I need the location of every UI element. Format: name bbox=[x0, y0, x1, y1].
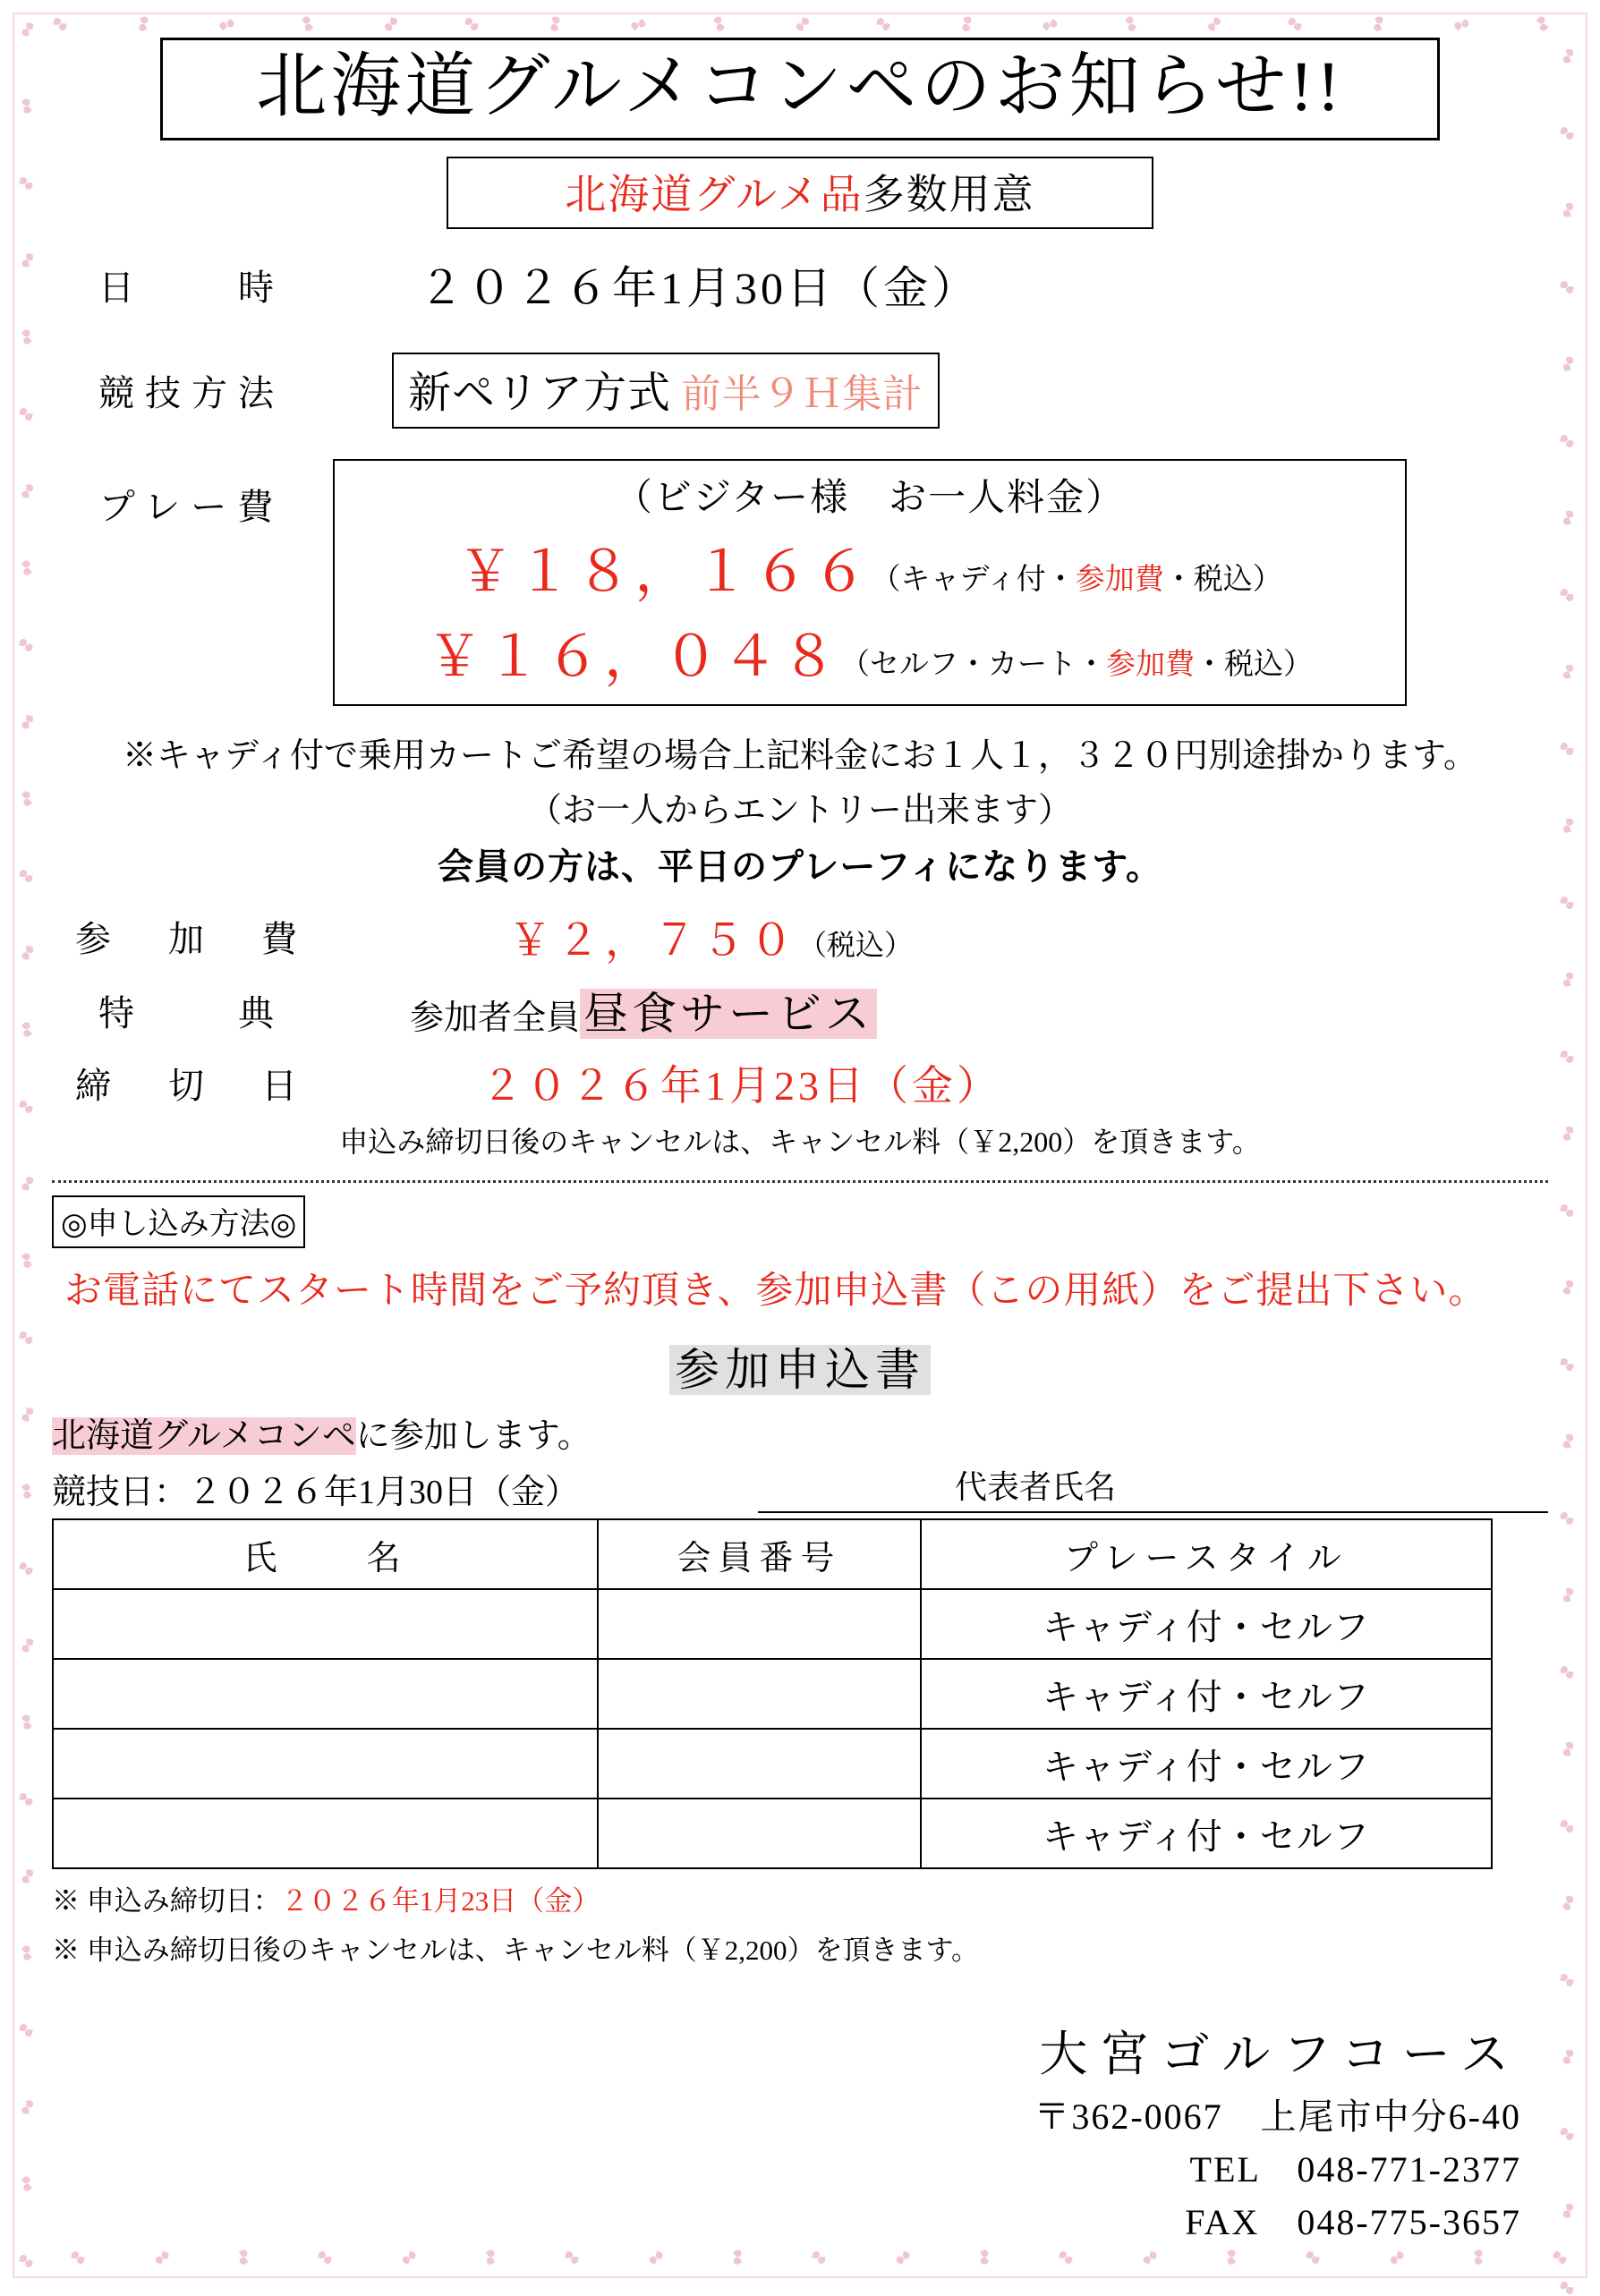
floral-petal-icon bbox=[1559, 1895, 1578, 1914]
floral-petal-icon bbox=[1561, 435, 1575, 449]
entry-table bbox=[52, 1518, 1493, 1869]
play-fee-line bbox=[335, 612, 1405, 692]
floral-petal-icon bbox=[17, 1944, 38, 1965]
benefit-label: 特 典 bbox=[98, 992, 285, 1033]
benefit-value-container bbox=[320, 978, 1548, 1042]
floral-petal-icon bbox=[20, 870, 34, 884]
page-title bbox=[160, 38, 1440, 140]
floral-petal-icon bbox=[400, 2250, 417, 2267]
benefit-pre-text: 参加者全員 bbox=[410, 999, 581, 1038]
application-form-title-text: 参加申込書 bbox=[669, 1345, 931, 1395]
floral-petal-icon bbox=[19, 22, 36, 39]
floral-petal-icon bbox=[1559, 972, 1578, 991]
method-value-container bbox=[320, 353, 1548, 429]
floral-petal-icon bbox=[1559, 1741, 1578, 1760]
floral-petal-icon bbox=[17, 98, 38, 118]
play-fee-amount: ￥１６，０４８ bbox=[426, 627, 840, 689]
floral-petal-icon bbox=[1559, 48, 1578, 67]
notes-block bbox=[52, 727, 1548, 889]
floral-petal-icon bbox=[19, 715, 36, 732]
floral-petal-icon bbox=[20, 408, 34, 422]
play-fee-amount: ￥１８，１６６ bbox=[457, 542, 872, 604]
floral-petal-icon bbox=[20, 639, 34, 653]
play-fee-heading: （ビジター様 お一人料金） bbox=[614, 478, 1126, 520]
floral-petal-icon bbox=[19, 484, 36, 501]
entry-fee-row bbox=[52, 906, 1548, 967]
application-form-title bbox=[52, 1334, 1548, 1399]
floral-petal-icon bbox=[20, 177, 34, 191]
floral-petal-icon bbox=[1388, 2250, 1405, 2267]
page-title-text: 北海道グルメコンペのお知らせ!! bbox=[256, 48, 1344, 126]
floral-petal-icon bbox=[19, 1869, 36, 1886]
venue-footer bbox=[52, 2016, 1548, 2245]
floral-petal-icon bbox=[1559, 1433, 1578, 1452]
benefit-row bbox=[52, 978, 1548, 1042]
floral-petal-icon bbox=[20, 1101, 34, 1115]
competition-date: 競技日：２０２６年1月30日（金） bbox=[52, 1474, 580, 1512]
venue-name: 大宮ゴルフコース bbox=[1039, 2028, 1521, 2082]
table-row bbox=[53, 1799, 1492, 1868]
play-fee-note-red: 参加費 bbox=[1075, 564, 1164, 597]
floral-petal-icon bbox=[17, 1252, 38, 1272]
floral-petal-icon bbox=[1559, 818, 1578, 837]
note-single-entry: （お一人からエントリー出来ます） bbox=[527, 792, 1072, 830]
floral-petal-icon bbox=[17, 790, 38, 811]
play-fee-note-post: ・税込） bbox=[1195, 649, 1313, 682]
table-row bbox=[53, 1589, 1492, 1659]
method-box bbox=[392, 353, 940, 429]
floral-petal-icon bbox=[19, 1177, 36, 1194]
floral-petal-icon bbox=[20, 2255, 34, 2269]
cell-play-style[interactable]: キャディ付・セルフ bbox=[921, 1799, 1492, 1868]
date-row bbox=[52, 252, 1548, 317]
play-fee-note-pre: （キャディ付・ bbox=[871, 564, 1076, 597]
floral-petal-icon bbox=[17, 1713, 38, 1734]
floral-petal-icon bbox=[894, 2250, 911, 2267]
floral-petal-icon bbox=[647, 2250, 664, 2267]
date-value: ２０２６年1月30日（金） bbox=[419, 263, 980, 314]
deadline-value: ２０２６年1月23日（金） bbox=[481, 1063, 1001, 1110]
cell-name[interactable] bbox=[53, 1799, 598, 1868]
floral-petal-icon bbox=[17, 1483, 38, 1503]
play-fee-label: プレー費 bbox=[98, 487, 285, 528]
floral-petal-icon bbox=[1221, 2249, 1242, 2269]
deadline-value-container bbox=[320, 1053, 1548, 1112]
method-value: 新ペリア方式 bbox=[408, 370, 672, 418]
floral-petal-icon bbox=[1306, 2251, 1321, 2266]
floral-petal-icon bbox=[1561, 743, 1575, 757]
floral-petal-icon bbox=[17, 1021, 38, 1042]
method-accent: 前半９Ｈ集計 bbox=[681, 372, 923, 417]
form-footnote-cancel: ※ 申込み締切日後のキャンセルは、キャンセル料（￥2,200）を頂きます。 bbox=[52, 1935, 980, 1967]
cell-play-style[interactable]: キャディ付・セルフ bbox=[921, 1659, 1492, 1729]
apply-method-label: ◎申し込み方法◎ bbox=[52, 1195, 305, 1248]
floral-petal-icon bbox=[72, 2251, 86, 2266]
cell-play-style[interactable]: キャディ付・セルフ bbox=[921, 1729, 1492, 1799]
play-fee-note-red: 参加費 bbox=[1106, 649, 1195, 682]
form-footnote-deadline bbox=[52, 1878, 1548, 1918]
header-play-style: プレースタイル bbox=[921, 1519, 1492, 1589]
floral-petal-icon bbox=[1561, 897, 1575, 911]
floral-petal-icon bbox=[234, 2249, 254, 2269]
cell-name[interactable] bbox=[53, 1659, 598, 1729]
floral-petal-icon bbox=[1561, 1666, 1575, 1680]
play-fee-line bbox=[335, 527, 1405, 607]
floral-petal-icon bbox=[1559, 356, 1578, 375]
play-fee-note-post: ・税込） bbox=[1163, 564, 1282, 597]
floral-petal-icon bbox=[1141, 2250, 1158, 2267]
cell-name[interactable] bbox=[53, 1729, 598, 1799]
apply-method-text: お電話にてスタート時間をご予約頂き、参加申込書（この用紙）をご提出下さい。 bbox=[64, 1271, 1487, 1313]
floral-petal-icon bbox=[20, 1793, 34, 1807]
floral-petal-icon bbox=[1561, 127, 1575, 141]
floral-petal-icon bbox=[20, 2024, 34, 2038]
note-member-fee: 会員の方は、平日のプレーフィになります。 bbox=[438, 847, 1162, 888]
cell-play-style[interactable]: キャディ付・セルフ bbox=[921, 1589, 1492, 1659]
floral-petal-icon bbox=[20, 1562, 34, 1577]
floral-petal-icon bbox=[1559, 2049, 1578, 2068]
floral-petal-icon bbox=[19, 2100, 36, 2117]
floral-petal-icon bbox=[1561, 589, 1575, 603]
entry-fee-sub: （税込） bbox=[798, 929, 914, 962]
entry-fee-value: ￥２，７５０ bbox=[508, 917, 799, 965]
floral-petal-icon bbox=[813, 2251, 827, 2266]
play-fee-row bbox=[52, 459, 1548, 706]
join-statement-highlight: 北海道グルメコンペ bbox=[52, 1417, 356, 1456]
note-cart-surcharge: ※キャディ付で乗用カートご希望の場合上記料金にお１人１，３２０円別途掛かります。 bbox=[123, 737, 1477, 776]
floral-petal-icon bbox=[1559, 1280, 1578, 1298]
deadline-row bbox=[52, 1053, 1548, 1112]
floral-petal-icon bbox=[17, 328, 38, 349]
header-member-number: 会員番号 bbox=[598, 1519, 921, 1589]
floral-petal-icon bbox=[19, 1638, 36, 1655]
cell-member-number[interactable] bbox=[598, 1799, 921, 1868]
floral-petal-icon bbox=[1561, 1820, 1575, 1834]
floral-petal-icon bbox=[974, 2249, 995, 2269]
method-label: 競技方法 bbox=[98, 373, 285, 414]
floral-petal-icon bbox=[1559, 1587, 1578, 1606]
cell-name[interactable] bbox=[53, 1589, 598, 1659]
subtitle-box bbox=[447, 157, 1153, 229]
join-statement bbox=[52, 1407, 1548, 1457]
floral-petal-icon bbox=[728, 2249, 748, 2269]
flyer-content bbox=[52, 18, 1548, 2245]
form-footnote-deadline-pre: ※ 申込み締切日： bbox=[52, 1885, 281, 1918]
summary-rows bbox=[52, 906, 1548, 1161]
floral-petal-icon bbox=[1561, 1512, 1575, 1526]
floral-petal-icon bbox=[1559, 1126, 1578, 1144]
venue-address: 〒362-0067 上尾市中分6-40 bbox=[1034, 2096, 1521, 2138]
deadline-label: 締 切 日 bbox=[75, 1065, 308, 1106]
floral-petal-icon bbox=[1468, 2249, 1489, 2269]
floral-petal-icon bbox=[319, 2251, 333, 2266]
venue-telephone: TEL 048-771-2377 bbox=[1189, 2149, 1521, 2190]
play-fee-box bbox=[333, 459, 1407, 706]
floral-petal-icon bbox=[17, 2175, 38, 2196]
floral-petal-icon bbox=[1561, 281, 1575, 295]
join-statement-rest: に参加します。 bbox=[355, 1417, 591, 1456]
floral-petal-icon bbox=[1561, 1050, 1575, 1065]
benefit-value: 昼食サービス bbox=[580, 989, 877, 1039]
floral-petal-icon bbox=[1561, 1358, 1575, 1373]
cell-member-number[interactable] bbox=[598, 1729, 921, 1799]
floral-petal-icon bbox=[1060, 2251, 1074, 2266]
play-fee-note bbox=[871, 564, 1281, 596]
play-fee-note-pre: （セルフ・カート・ bbox=[840, 649, 1106, 682]
floral-petal-icon bbox=[1559, 2203, 1578, 2222]
floral-petal-icon bbox=[153, 2250, 170, 2267]
floral-petal-icon bbox=[1561, 1204, 1575, 1219]
floral-petal-icon bbox=[1561, 2128, 1575, 2142]
floral-petal-icon bbox=[1559, 510, 1578, 529]
floral-petal-icon bbox=[1559, 664, 1578, 683]
venue-fax: FAX 048-775-3657 bbox=[1185, 2202, 1521, 2243]
floral-petal-icon bbox=[19, 253, 36, 270]
floral-petal-icon bbox=[1561, 2282, 1575, 2296]
header-name: 氏 名 bbox=[53, 1519, 598, 1589]
entry-fee-label: 参 加 費 bbox=[75, 919, 308, 960]
subtitle-black-text: 多数用意 bbox=[863, 172, 1035, 218]
subtitle-red-text: 北海道グルメ品 bbox=[565, 172, 864, 218]
competition-date-line bbox=[52, 1462, 1548, 1513]
cell-member-number[interactable] bbox=[598, 1589, 921, 1659]
floral-petal-icon bbox=[481, 2249, 501, 2269]
table-row bbox=[53, 1659, 1492, 1729]
floral-petal-icon bbox=[1561, 1974, 1575, 1988]
play-fee-note bbox=[840, 649, 1313, 681]
form-footnote-deadline-date: ２０２６年1月23日（金） bbox=[280, 1885, 600, 1918]
floral-petal-icon bbox=[1559, 202, 1578, 221]
floral-petal-icon bbox=[566, 2251, 580, 2266]
cancel-policy-note: 申込み締切日後のキャンセルは、キャンセル料（￥2,200）を頂きます。 bbox=[339, 1126, 1261, 1159]
table-header-row bbox=[53, 1519, 1492, 1589]
date-label: 日 時 bbox=[98, 267, 285, 308]
floral-petal-icon bbox=[1553, 2251, 1568, 2266]
table-row bbox=[53, 1729, 1492, 1799]
floral-petal-icon bbox=[19, 946, 36, 963]
floral-petal-icon bbox=[17, 559, 38, 580]
representative-name-field[interactable]: 代表者氏名 bbox=[758, 1462, 1548, 1513]
floral-petal-icon bbox=[19, 1407, 36, 1424]
entry-fee-value-container bbox=[320, 906, 1548, 967]
apply-method-block bbox=[52, 1183, 1548, 1314]
method-row bbox=[52, 353, 1548, 429]
cell-member-number[interactable] bbox=[598, 1659, 921, 1729]
floral-petal-icon bbox=[20, 1331, 34, 1346]
